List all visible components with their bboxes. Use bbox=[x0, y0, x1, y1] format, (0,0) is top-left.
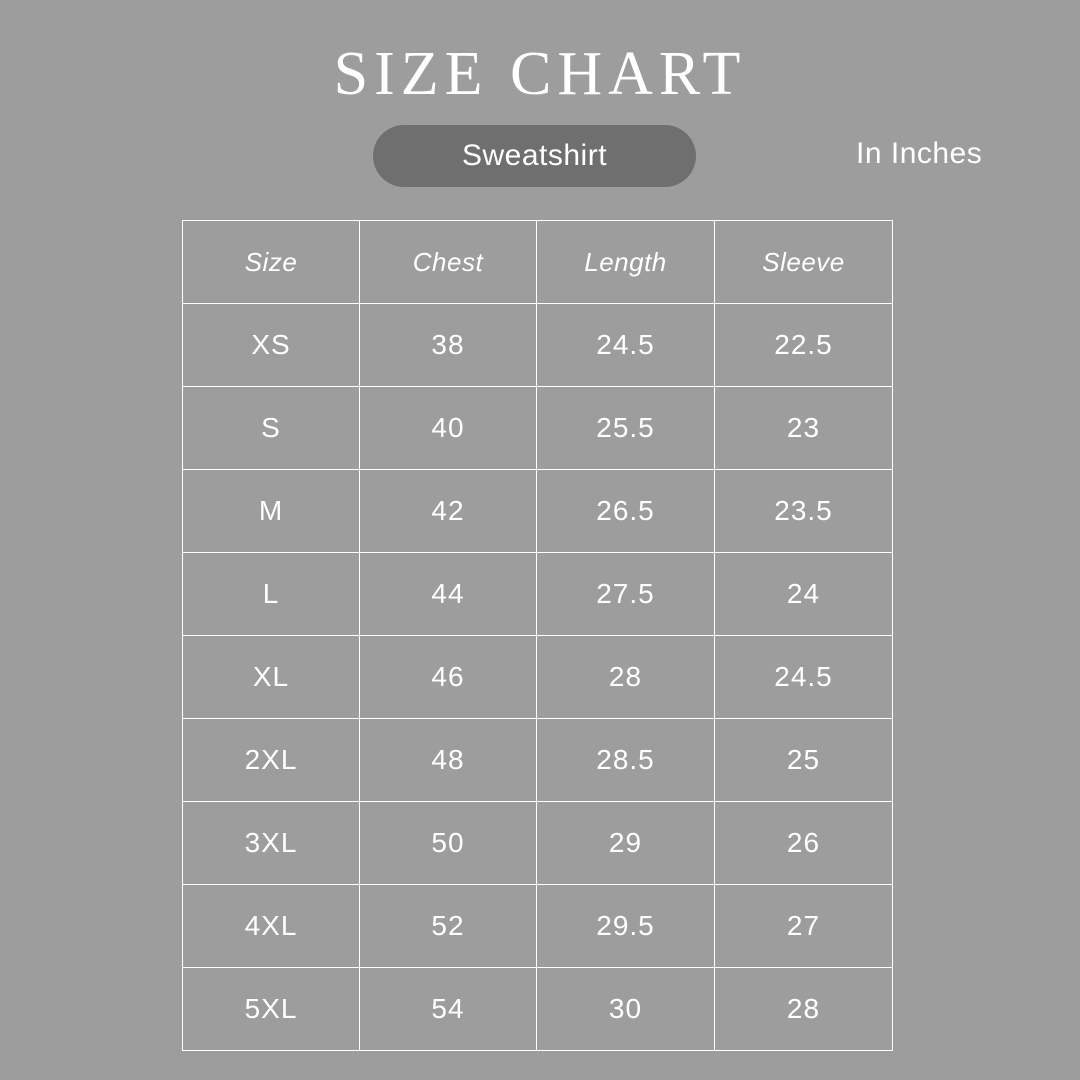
garment-type-label: Sweatshirt bbox=[461, 139, 608, 173]
column-header-sleeve: Sleeve bbox=[715, 221, 893, 304]
cell-sleeve: 27 bbox=[715, 885, 893, 968]
subheader-row bbox=[0, 125, 1080, 189]
table-row bbox=[183, 885, 893, 968]
cell-sleeve: 24.5 bbox=[715, 636, 893, 719]
cell-length: 29.5 bbox=[537, 885, 715, 968]
cell-length: 29 bbox=[537, 802, 715, 885]
cell-size: M bbox=[183, 470, 360, 553]
column-header-chest: Chest bbox=[360, 221, 537, 304]
cell-chest: 40 bbox=[360, 387, 537, 470]
cell-chest: 44 bbox=[360, 553, 537, 636]
units-label: In Inches bbox=[856, 137, 983, 171]
table-row bbox=[183, 470, 893, 553]
cell-size: 4XL bbox=[183, 885, 360, 968]
cell-sleeve: 23.5 bbox=[715, 470, 893, 553]
table-row bbox=[183, 802, 893, 885]
cell-length: 30 bbox=[537, 968, 715, 1051]
cell-chest: 54 bbox=[360, 968, 537, 1051]
table-head bbox=[183, 221, 893, 304]
cell-length: 26.5 bbox=[537, 470, 715, 553]
cell-length: 24.5 bbox=[537, 304, 715, 387]
size-table-container bbox=[182, 220, 892, 1051]
cell-length: 25.5 bbox=[537, 387, 715, 470]
cell-size: 2XL bbox=[183, 719, 360, 802]
cell-size: 3XL bbox=[183, 802, 360, 885]
cell-size: S bbox=[183, 387, 360, 470]
cell-length: 28 bbox=[537, 636, 715, 719]
cell-chest: 50 bbox=[360, 802, 537, 885]
table-row bbox=[183, 968, 893, 1051]
cell-chest: 52 bbox=[360, 885, 537, 968]
cell-sleeve: 22.5 bbox=[715, 304, 893, 387]
table-row bbox=[183, 304, 893, 387]
cell-sleeve: 28 bbox=[715, 968, 893, 1051]
column-header-length: Length bbox=[537, 221, 715, 304]
cell-sleeve: 24 bbox=[715, 553, 893, 636]
table-body bbox=[183, 304, 893, 1051]
garment-type-badge bbox=[373, 125, 696, 187]
cell-chest: 38 bbox=[360, 304, 537, 387]
table-row bbox=[183, 636, 893, 719]
cell-size: XS bbox=[183, 304, 360, 387]
cell-chest: 46 bbox=[360, 636, 537, 719]
cell-chest: 48 bbox=[360, 719, 537, 802]
page-title: SIZE CHART bbox=[333, 40, 747, 108]
cell-chest: 42 bbox=[360, 470, 537, 553]
size-table bbox=[182, 220, 893, 1051]
table-header-row bbox=[183, 221, 893, 304]
table-row bbox=[183, 387, 893, 470]
cell-length: 27.5 bbox=[537, 553, 715, 636]
table-row bbox=[183, 553, 893, 636]
cell-sleeve: 23 bbox=[715, 387, 893, 470]
cell-sleeve: 26 bbox=[715, 802, 893, 885]
cell-size: XL bbox=[183, 636, 360, 719]
cell-sleeve: 25 bbox=[715, 719, 893, 802]
cell-length: 28.5 bbox=[537, 719, 715, 802]
table-row bbox=[183, 719, 893, 802]
cell-size: L bbox=[183, 553, 360, 636]
cell-size: 5XL bbox=[183, 968, 360, 1051]
column-header-size: Size bbox=[183, 221, 360, 304]
